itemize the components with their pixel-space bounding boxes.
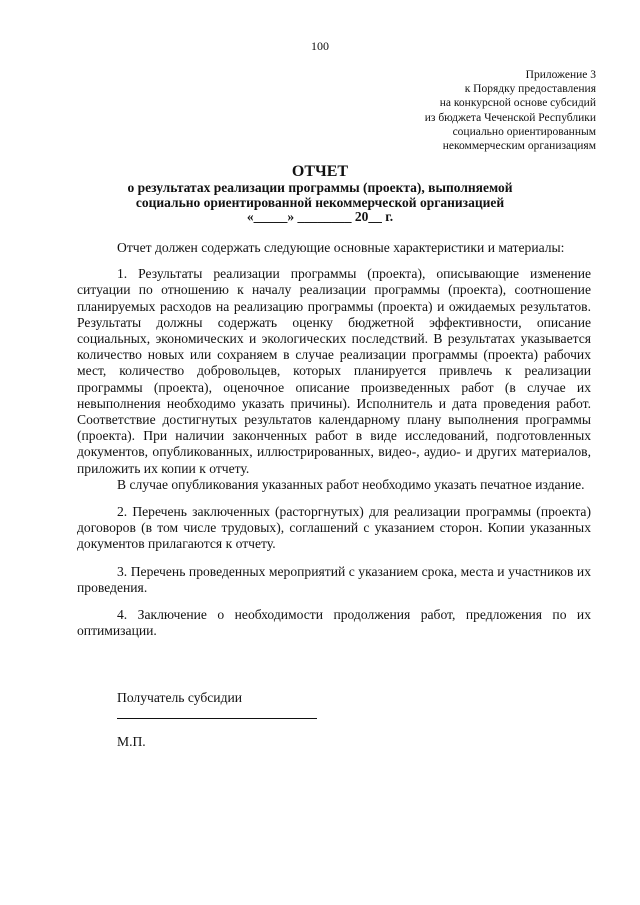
signature-line [117,718,317,719]
stamp-label: М.П. [117,734,146,749]
paragraph-conclusion: 4. Заключение о необходимости продолжения работ, предложения по их оптимизации. [77,607,591,639]
report-body [77,240,591,639]
report-subtitle [0,181,640,225]
paragraph-results: 1. Результаты реализации программы (проекта), описывающие изменение ситуации по отношению к началу реализации программы (проекта), соотношение планируемых расходов на реализацию программы (проекта) и ожидаемых результатов. Результаты должны содержать оценку бюджетной эффективности, описание социальных, экономических и экологических последствий. В результатах указывается количество новых или сохраняем в случае реализации программы (проекта) рабочих мест, количество добровольцев, которых планируется привлечь к реализации программы (проекта), оценочное описание произведенных работ (в случае их невыполнения необходимо указать причины). Исполнитель и дата проведения работ. Соответствие достигнутых результатов календарному плану выполнения программы (проекта). При наличии законченных работ в виде исследований, подготовленных документов, опубликованных, иллюстрированных, видео-, аудио- и других материалов, приложить их копии к отчету. [77,266,591,476]
page-number: 100 [311,39,329,53]
paragraph-contracts: 2. Перечень заключенных (расторгнутых) для реализации программы (проекта) договоров (в том числе трудовых), соглашений с указанием сторон. Копии указанных документов прилагаются к отчету. [77,504,591,552]
report-title: ОТЧЕТ [291,163,349,180]
paragraph-events: 3. Перечень проведенных мероприятий с указанием срока, места и участников их проведения. [77,563,591,595]
appendix-header [336,68,596,153]
appendix-line: Приложение 3 [525,69,596,81]
appendix-line: некоммерческим организациям [442,140,596,153]
appendix-line: социально ориентированным [452,125,596,138]
appendix-line: на конкурсной основе субсидий [439,97,596,110]
subtitle-line: о результатах реализации программы (проекта), выполняемой [127,180,513,195]
subtitle-line: социально ориентированной некоммерческой организацией [135,194,505,210]
paragraph-publication: В случае опубликования указанных работ необходимо указать печатное издание. [117,476,585,492]
intro-paragraph: Отчет должен содержать следующие основные характеристики и материалы: [117,240,565,255]
subtitle-date-line: «_____» ________ 20__ г. [246,209,394,224]
appendix-line: к Порядку предоставления [464,83,596,96]
appendix-line: из бюджета Чеченской Республики [424,111,596,124]
signature-label: Получатель субсидии [117,690,243,705]
